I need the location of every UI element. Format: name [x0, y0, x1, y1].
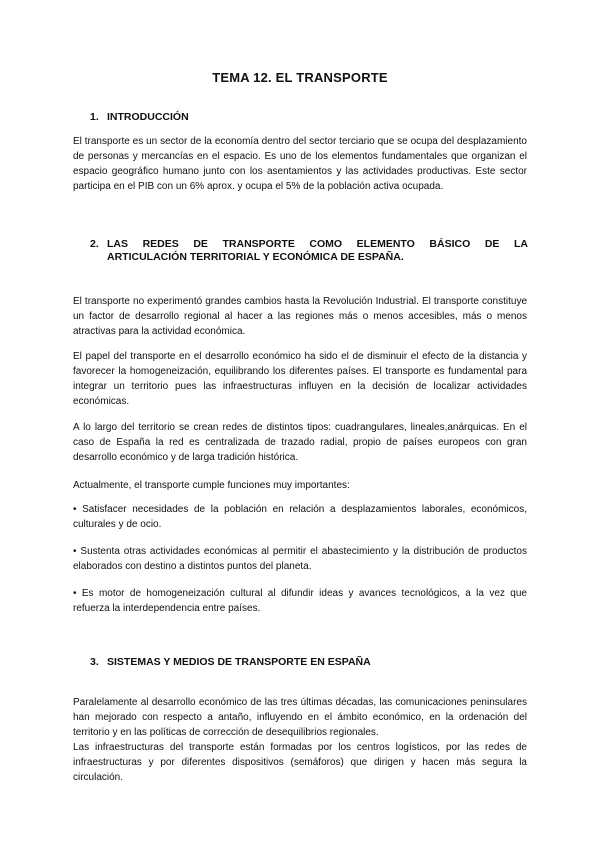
bullet-item-homogeneizacion: • Es motor de homogeneización cultural al difundir ideas y avances tecnológicos, a la vez que refuerza la interdependencia entre países. [73, 588, 527, 614]
section-heading-sistemas [90, 656, 371, 669]
paragraph-funciones: Actualmente, el transporte cumple funciones muy importantes: [73, 480, 350, 491]
paragraph-desarrollo: Paralelamente al desarrollo económico de las tres últimas décadas, las comunicaciones peninsulares han mejorado con respecto a antaño, influyendo en el ámbito económico, en la ordenación del territorio y en las políticas de corrección de desequilibrios regionales. [73, 697, 527, 738]
page-title: TEMA 12. EL TRANSPORTE [212, 70, 388, 85]
section-heading-text: SISTEMAS Y MEDIOS DE TRANSPORTE EN ESPAÑA [107, 656, 371, 668]
paragraph-intro: El transporte es un sector de la economía dentro del sector terciario que se ocupa del desplazamiento de personas y mercancías en el espacio. Es uno de los elementos fundamentales que organizan el espacio geográfico humano junto con los asentamientos y las actividades productivas. Este sector participa en el PIB con un 6% aprox. y ocupa el 5% de la población activa ocupada. [73, 136, 527, 192]
section-number: 2. [90, 238, 99, 250]
paragraph-redes: A lo largo del territorio se crean redes de distintos tipos: cuadrangulares, lineales,anárquicas. En el caso de España la red es centralizada de trazado radial, propio de países europeos con gran desarrollo económico y de larga tradición histórica. [73, 422, 527, 463]
section-heading-redes [90, 238, 528, 264]
section-heading-introduccion [90, 111, 189, 124]
section-number: 1. [90, 111, 99, 123]
section-number: 3. [90, 656, 99, 668]
bullet-item-actividades: • Sustenta otras actividades económicas al permitir el abastecimiento y la distribución de productos elaborados con destino a distintos puntos del planeta. [73, 546, 527, 572]
section-heading-line1 [90, 238, 528, 251]
section-heading-text: LAS REDES DE TRANSPORTE COMO ELEMENTO BÁSICO DE LA [107, 238, 528, 250]
section-heading-text: INTRODUCCIÓN [107, 111, 189, 123]
paragraph-papel: El papel del transporte en el desarrollo económico ha sido el de disminuir el efecto de la distancia y favorecer la homogeneización, equilibrando los diferentes países. El transporte es fundamental para integrar un territorio pues las infraestructuras influyen en la decisión de localizar actividades económicas. [73, 351, 527, 407]
paragraph-revolucion: El transporte no experimentó grandes cambios hasta la Revolución Industrial. El transporte constituye un factor de desarrollo regional al hacer a las regiones más o menos accesibles, más o menos atractivas para la actividad económica. [73, 296, 527, 337]
bullet-item-necesidades: • Satisfacer necesidades de la población en relación a desplazamientos laborales, económicos, culturales y de ocio. [73, 504, 527, 530]
section-heading-line2: ARTICULACIÓN TERRITORIAL Y ECONÓMICA DE ESPAÑA. [107, 251, 404, 263]
paragraph-infraestructuras: Las infraestructuras del transporte están formadas por los centros logísticos, por las redes de infraestructuras y por diferentes dispositivos (semáforos) que dirigen y hacen más segura la circulación. [73, 742, 527, 783]
